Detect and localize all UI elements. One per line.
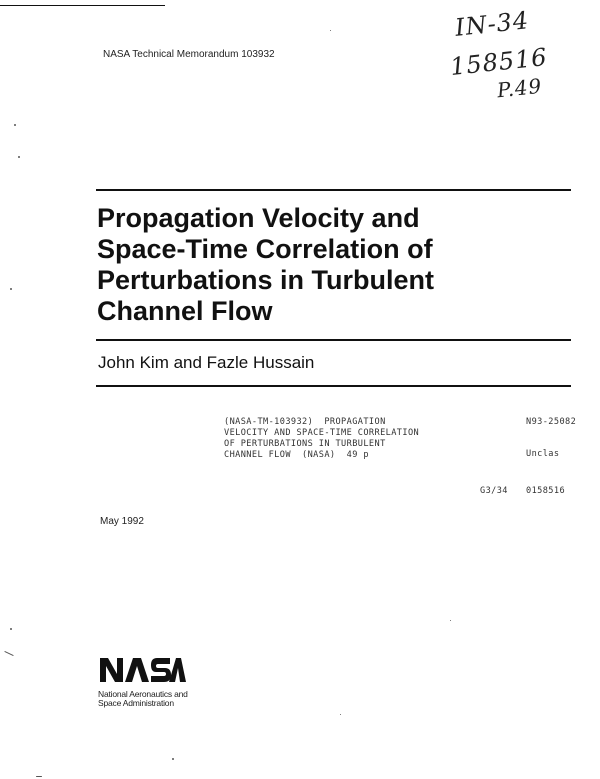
title-line: Perturbations in Turbulent bbox=[97, 265, 434, 295]
authors: John Kim and Fazle Hussain bbox=[98, 353, 315, 372]
document-title bbox=[97, 203, 517, 327]
title-top-rule bbox=[96, 189, 571, 191]
series-label: NASA Technical Memorandum 103932 bbox=[103, 49, 275, 60]
scan-speck bbox=[450, 620, 451, 621]
agency-name-line: Space Administration bbox=[98, 698, 174, 708]
handwritten-pages: P.49 bbox=[495, 73, 544, 103]
scan-speck bbox=[10, 628, 12, 630]
classification-status: Unclas bbox=[526, 449, 560, 459]
nasa-worm-wordmark bbox=[98, 656, 186, 682]
scan-speck bbox=[10, 288, 12, 290]
subject-category: G3/34 bbox=[480, 486, 508, 496]
catalog-line: OF PERTURBATIONS IN TURBULENT bbox=[224, 439, 386, 449]
publication-date: May 1992 bbox=[100, 516, 144, 527]
agency-name-line: National Aeronautics and bbox=[98, 689, 188, 699]
scan-speck bbox=[18, 156, 20, 158]
scan-speck bbox=[14, 124, 16, 126]
scan-speck bbox=[4, 651, 13, 656]
scan-edge-rule bbox=[0, 5, 165, 6]
scan-speck bbox=[172, 758, 174, 760]
catalog-line: (NASA-TM-103932) PROPAGATION bbox=[224, 417, 386, 427]
catalog-line: VELOCITY AND SPACE-TIME CORRELATION bbox=[224, 428, 420, 438]
title-line: Propagation Velocity and bbox=[97, 203, 420, 233]
title-line: Space-Time Correlation of bbox=[97, 234, 433, 264]
accession-number: N93-25082 bbox=[526, 417, 577, 427]
catalog-number: 0158516 bbox=[526, 486, 566, 496]
nasa-logo bbox=[98, 656, 208, 708]
scan-speck bbox=[330, 30, 331, 31]
authors-bottom-rule bbox=[96, 385, 571, 387]
catalog-line: CHANNEL FLOW (NASA) 49 p bbox=[224, 450, 369, 460]
scan-speck bbox=[36, 776, 42, 777]
title-line: Channel Flow bbox=[97, 296, 273, 326]
handwritten-number: 158516 bbox=[448, 42, 549, 82]
handwritten-category: IN-34 bbox=[453, 6, 531, 42]
title-bottom-rule bbox=[96, 339, 571, 341]
scan-speck bbox=[340, 714, 341, 715]
